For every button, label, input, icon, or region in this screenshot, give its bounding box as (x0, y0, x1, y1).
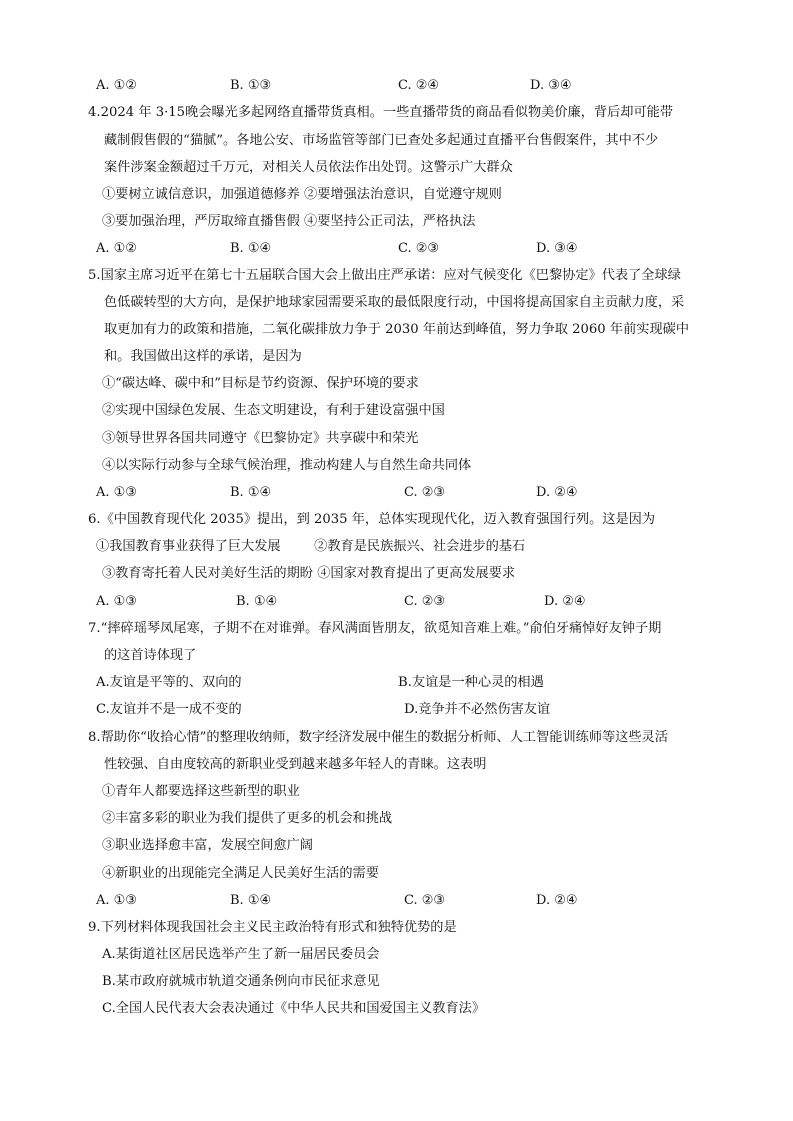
q6-options (96, 592, 793, 612)
option-a[interactable]: A. ①② (96, 78, 137, 93)
q9-option-a[interactable]: A.某街道社区居民选举产生了新一届居民委员会 (102, 947, 380, 962)
q5-statement-4: ④以实际行动参与全球气候治理，推动构建人与自然生命共同体 (102, 458, 472, 473)
q6-statements-1: ①我国教育事业获得了巨大发展 ②教育是民族振兴、社会进步的基石 (96, 539, 526, 554)
option-c[interactable]: C. ②③ (404, 893, 446, 908)
q7-stem-line-1: 7.“摔碎瑶琴凤尾寒，子期不在对谁弹。春风满面皆朋友，欲觅知音难上难。”俞伯牙痛悼好友钟子期 (88, 621, 662, 636)
q5-stem-line-1: 5.国家主席习近平在第七十五届联合国大会上做出庄严承诺：应对气候变化《巴黎协定》代表了全球绿 (88, 268, 681, 283)
q4-options (96, 239, 793, 259)
option-d[interactable]: D. ②④ (544, 594, 586, 609)
option-d[interactable]: D. ③④ (530, 78, 572, 93)
q4-stem-line-2: 藏制假售假的“猫腻”。各地公安、市场监管等部门已查处多起通过直播平台售假案件，其中不少 (104, 133, 659, 148)
q4-stem-line-3: 案件涉案金额超过千万元，对相关人员依法作出处罚。这警示广大群众 (104, 160, 513, 175)
q7-option-b[interactable]: B.友谊是一种心灵的相遇 (398, 675, 544, 690)
q8-statement-1: ①青年人都要选择这些新型的职业 (102, 784, 300, 799)
q7-option-a[interactable]: A.友谊是平等的、双向的 (96, 675, 242, 690)
option-a[interactable]: A. ①② (96, 241, 137, 256)
q5-statement-2: ②实现中国绿色发展、生态文明建设，有利于建设富强中国 (102, 403, 445, 418)
q5-stem-line-3: 取更加有力的政策和措施，二氧化碳排放力争于 2030 年前达到峰值，努力争取 2060 年前实现碳中 (104, 322, 690, 337)
q4-statements-1: ①要树立诚信意识，加强道德修养 ②要增强法治意识，自觉遵守规则 (102, 187, 502, 202)
option-b[interactable]: B. ①④ (230, 241, 272, 256)
option-c[interactable]: C. ②③ (404, 485, 446, 500)
q6-statements-2: ③教育寄托着人民对美好生活的期盼 ④国家对教育提出了更高发展要求 (102, 566, 516, 581)
q5-statement-3: ③领导世界各国共同遵守《巴黎协定》共享碳中和荣光 (102, 431, 419, 446)
option-a[interactable]: A. ①③ (96, 893, 137, 908)
option-d[interactable]: D. ③④ (536, 241, 578, 256)
q9-option-b[interactable]: B.某市政府就城市轨道交通条例向市民征求意见 (102, 974, 380, 989)
option-b[interactable]: B. ①④ (230, 485, 272, 500)
q8-statement-3: ③职业选择愈丰富，发展空间愈广阔 (102, 838, 313, 853)
q8-stem-line-1: 8.帮助你“收拾心情”的整理收纳师，数字经济发展中催生的数据分析师、人工智能训练师等这些灵活 (88, 730, 668, 745)
q9-stem-line-1: 9.下列材料体现我国社会主义民主政治特有形式和独特优势的是 (88, 920, 457, 935)
option-c[interactable]: C. ②③ (404, 594, 446, 609)
q5-options (96, 483, 793, 503)
option-b[interactable]: B. ①④ (236, 594, 278, 609)
q5-stem-line-2: 色低碳转型的大方向，是保护地球家园需要采取的最低限度行动，中国将提高国家自主贡献力度，采 (104, 295, 685, 310)
option-b[interactable]: B. ①③ (230, 78, 272, 93)
q8-stem-line-2: 性较强、自由度较高的新职业受到越来越多年轻人的青睐。这表明 (104, 757, 487, 772)
option-d[interactable]: D. ②④ (536, 893, 578, 908)
q9-option-c[interactable]: C.全国人民代表大会表决通过《中华人民共和国爱国主义教育法》 (102, 1001, 486, 1016)
q3-options (96, 76, 793, 96)
option-d[interactable]: D. ②④ (536, 485, 578, 500)
q8-options (96, 891, 793, 911)
option-b[interactable]: B. ①④ (230, 893, 272, 908)
q4-stem-line-1: 4.2024 年 3·15晚会曝光多起网络直播带货真相。一些直播带货的商品看似物美价廉，背后却可能带 (88, 105, 674, 120)
q8-statement-4: ④新职业的出现能完全满足人民美好生活的需要 (102, 866, 379, 881)
option-c[interactable]: C. ②④ (398, 78, 440, 93)
option-c[interactable]: C. ②③ (398, 241, 440, 256)
q4-statements-2: ③要加强治理，严厉取缔直播售假 ④要坚持公正司法，严格执法 (102, 214, 476, 229)
q7-option-d[interactable]: D.竞争并不必然伤害友谊 (404, 702, 551, 717)
q5-statement-1: ①“碳达峰、碳中和”目标是节约资源、保护环境的要求 (102, 376, 419, 391)
option-a[interactable]: A. ①③ (96, 485, 137, 500)
q6-stem-line-1: 6.《中国教育现代化 2035》提出，到 2035 年，总体实现现代化，迈入教育强国行列。这是因为 (88, 512, 656, 527)
q7-stem-line-2: 的这首诗体现了 (104, 648, 197, 663)
option-a[interactable]: A. ①③ (96, 594, 137, 609)
q8-statement-2: ②丰富多彩的职业为我们提供了更多的机会和挑战 (102, 811, 393, 826)
q5-stem-line-4: 和。我国做出这样的承诺，是因为 (104, 349, 302, 364)
q7-option-c[interactable]: C.友谊并不是一成不变的 (96, 702, 242, 717)
